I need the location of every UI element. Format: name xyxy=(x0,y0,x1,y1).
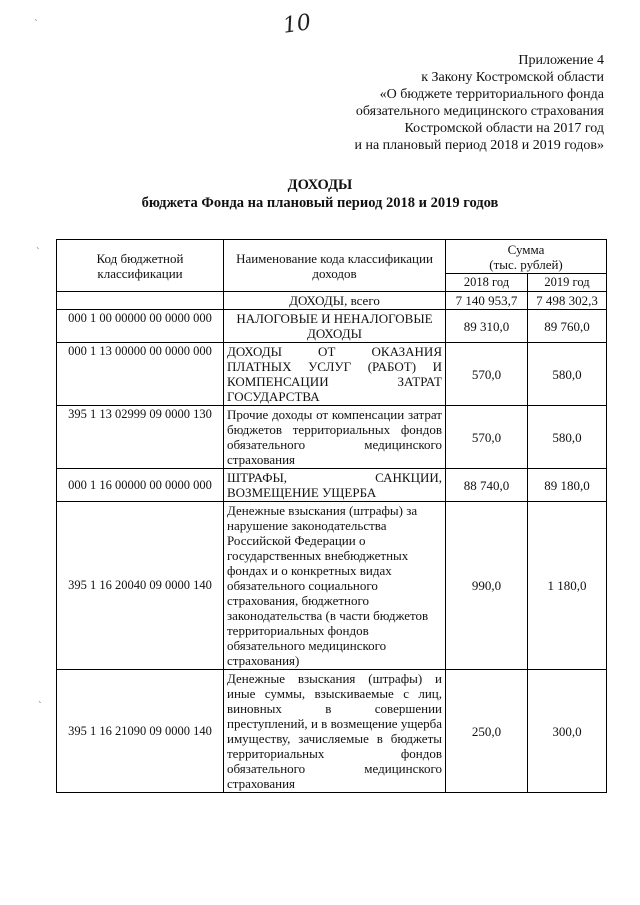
header-amount-unit: (тыс. рублей) xyxy=(489,256,563,272)
header-name: Наименование кода классификации доходов xyxy=(224,240,446,292)
total-code xyxy=(57,292,224,310)
row-name: ДОХОДЫ ОТ ОКАЗАНИЯ ПЛАТНЫХ УСЛУГ (РАБОТ) И КОМПЕНСАЦИИ ЗАТРАТ ГОСУДАРСТВА xyxy=(224,343,446,406)
title-line-1: ДОХОДЫ xyxy=(287,177,353,193)
row-2019: 1 180,0 xyxy=(528,502,607,670)
appendix-line: Приложение 4 xyxy=(518,53,604,68)
row-code: 395 1 16 20040 09 0000 140 xyxy=(57,502,224,670)
header-code: Код бюджетной классификации xyxy=(57,240,224,292)
total-2018: 7 140 953,7 xyxy=(446,292,528,310)
appendix-line: «О бюджете территориального фонда xyxy=(379,87,604,102)
title-line-2: бюджета Фонда на плановый период 2018 и 2019 годов xyxy=(141,195,499,211)
total-name: ДОХОДЫ, всего xyxy=(224,292,446,310)
row-2018: 89 310,0 xyxy=(446,310,528,343)
scan-mark: ` xyxy=(36,246,40,258)
total-2019: 7 498 302,3 xyxy=(528,292,607,310)
header-year-2019: 2019 год xyxy=(528,274,607,292)
row-2018: 570,0 xyxy=(446,343,528,406)
row-2018: 990,0 xyxy=(446,502,528,670)
scan-mark: ` xyxy=(34,18,38,30)
row-code: 395 1 16 21090 09 0000 140 xyxy=(57,670,224,793)
header-amount xyxy=(446,240,607,274)
row-2019: 89 180,0 xyxy=(528,469,607,502)
row-2019: 89 760,0 xyxy=(528,310,607,343)
appendix-line: и на плановый период 2018 и 2019 годов» xyxy=(354,138,604,153)
table-row xyxy=(57,670,607,793)
table-row xyxy=(57,343,607,406)
row-name: ШТРАФЫ, САНКЦИИ, ВОЗМЕЩЕНИЕ УЩЕРБА xyxy=(224,469,446,502)
row-name: Денежные взыскания (штрафы) и иные суммы, взыскиваемые с лиц, виновных в совершении преступлений, и в возмещение ущерба имуществу, зачисляемые в бюджеты территориальных фондов обязательного медицинского страхования xyxy=(224,670,446,793)
table-header-row xyxy=(57,240,607,274)
table-row xyxy=(57,502,607,670)
row-2018: 250,0 xyxy=(446,670,528,793)
total-row xyxy=(57,292,607,310)
table-row xyxy=(57,406,607,469)
table-row xyxy=(57,310,607,343)
row-code: 000 1 00 00000 00 0000 000 xyxy=(57,310,224,343)
document-title xyxy=(0,176,640,212)
appendix-line: обязательного медицинского страхования xyxy=(355,104,604,119)
table-row xyxy=(57,469,607,502)
handwritten-page-number: 10 xyxy=(281,10,313,39)
row-code: 000 1 13 00000 00 0000 000 xyxy=(57,343,224,406)
scan-mark: ` xyxy=(38,700,42,712)
row-name: НАЛОГОВЫЕ И НЕНАЛОГОВЫЕ ДОХОДЫ xyxy=(224,310,446,343)
appendix-line: Костромской области на 2017 год xyxy=(404,121,604,136)
row-code: 000 1 16 00000 00 0000 000 xyxy=(57,469,224,502)
row-code: 395 1 13 02999 09 0000 130 xyxy=(57,406,224,469)
row-name: Прочие доходы от компенсации затрат бюджетов территориальных фондов обязательного медицинского страхования xyxy=(224,406,446,469)
row-2019: 300,0 xyxy=(528,670,607,793)
appendix-line: к Закону Костромской области xyxy=(421,70,604,85)
row-2018: 570,0 xyxy=(446,406,528,469)
revenue-table xyxy=(56,239,607,793)
row-2018: 88 740,0 xyxy=(446,469,528,502)
row-2019: 580,0 xyxy=(528,406,607,469)
header-amount-label: Сумма xyxy=(507,241,545,257)
row-2019: 580,0 xyxy=(528,343,607,406)
header-year-2018: 2018 год xyxy=(446,274,528,292)
appendix-reference xyxy=(304,52,604,154)
row-name: Денежные взыскания (штрафы) за нарушение законодательства Российской Федерации о государственных внебюджетных фондах и о конкретных видах обязательного социального страхования, бюджетного законодательства (в части бюджетов территориальных фондов обязательного медицинского страхования) xyxy=(224,502,446,670)
